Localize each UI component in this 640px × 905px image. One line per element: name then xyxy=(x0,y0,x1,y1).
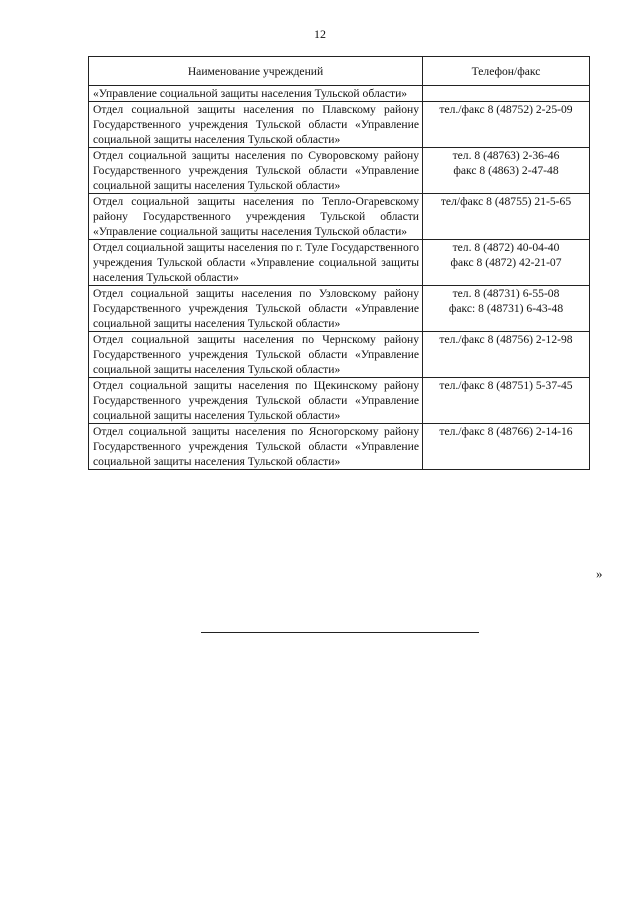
table-row xyxy=(89,332,590,378)
phone-cell xyxy=(423,102,590,148)
phone-cell xyxy=(423,86,590,102)
phone-number: тел. 8 (48731) 6-55-08 xyxy=(452,287,560,300)
phone-cell xyxy=(423,240,590,286)
institution-name: Отдел социальной защиты населения по Чернскому району Государственного учреждения Тульской области «Управление социальной защиты населения Тульской области» xyxy=(89,332,423,378)
phone-cell xyxy=(423,194,590,240)
institution-name: Отдел социальной защиты населения по Узловскому району Государственного учреждения Тульской области «Управление социальной защиты населения Тульской области» xyxy=(89,286,423,332)
phone-number: тел./факс 8 (48752) 2-25-09 xyxy=(439,103,573,116)
institution-name: Отдел социальной защиты населения по Тепло-Огаревскому району Государственного учреждения Тульской области «Управление социальной защиты населения Тульской области» xyxy=(89,194,423,240)
institution-name: Отдел социальной защиты населения по Ясногорскому району Государственного учреждения Тульской области «Управление социальной защиты населения Тульской области» xyxy=(89,424,423,470)
table-header-row xyxy=(89,57,590,86)
phone-cell xyxy=(423,378,590,424)
table-row xyxy=(89,378,590,424)
header-institution-name: Наименование учреждений xyxy=(89,57,423,86)
table-row xyxy=(89,148,590,194)
phone-number: тел/факс 8 (48755) 21-5-65 xyxy=(440,195,572,208)
header-phone-fax: Телефон/факс xyxy=(423,57,590,86)
institution-name: Отдел социальной защиты населения по Плавскому району Государственного учреждения Тульской области «Управление социальной защиты населения Тульской области» xyxy=(89,102,423,148)
phone-cell xyxy=(423,424,590,470)
fax-number: факс 8 (4863) 2-47-48 xyxy=(453,164,559,177)
institution-name: Отдел социальной защиты населения по г. Туле Государственного учреждения Тульской области «Управление социальной защиты населения Тульской области» xyxy=(89,240,423,286)
table-row xyxy=(89,86,590,102)
phone-number: тел./факс 8 (48756) 2-12-98 xyxy=(439,333,573,346)
phone-number: тел./факс 8 (48751) 5-37-45 xyxy=(439,379,573,392)
institution-name: «Управление социальной защиты населения Тульской области» xyxy=(89,86,423,102)
phone-number: тел. 8 (4872) 40-04-40 xyxy=(452,241,560,254)
page-number: 12 xyxy=(314,27,326,41)
fax-number: факс: 8 (48731) 6-43-48 xyxy=(448,302,564,315)
closing-quote: » xyxy=(596,566,603,581)
fax-number: факс 8 (4872) 42-21-07 xyxy=(450,256,562,269)
table-row xyxy=(89,286,590,332)
phone-number: тел. 8 (48763) 2-36-46 xyxy=(452,149,560,162)
institution-name: Отдел социальной защиты населения по Щекинскому району Государственного учреждения Тульской области «Управление социальной защиты населения Тульской области» xyxy=(89,378,423,424)
institution-name: Отдел социальной защиты населения по Суворовскому району Государственного учреждения Тульской области «Управление социальной защиты населения Тульской области» xyxy=(89,148,423,194)
table-row xyxy=(89,240,590,286)
table-row xyxy=(89,102,590,148)
separator-line xyxy=(201,632,479,633)
phone-cell xyxy=(423,286,590,332)
phone-number: тел./факс 8 (48766) 2-14-16 xyxy=(439,425,573,438)
institutions-table xyxy=(88,56,590,470)
phone-cell xyxy=(423,148,590,194)
table-row xyxy=(89,424,590,470)
phone-cell xyxy=(423,332,590,378)
table-row xyxy=(89,194,590,240)
